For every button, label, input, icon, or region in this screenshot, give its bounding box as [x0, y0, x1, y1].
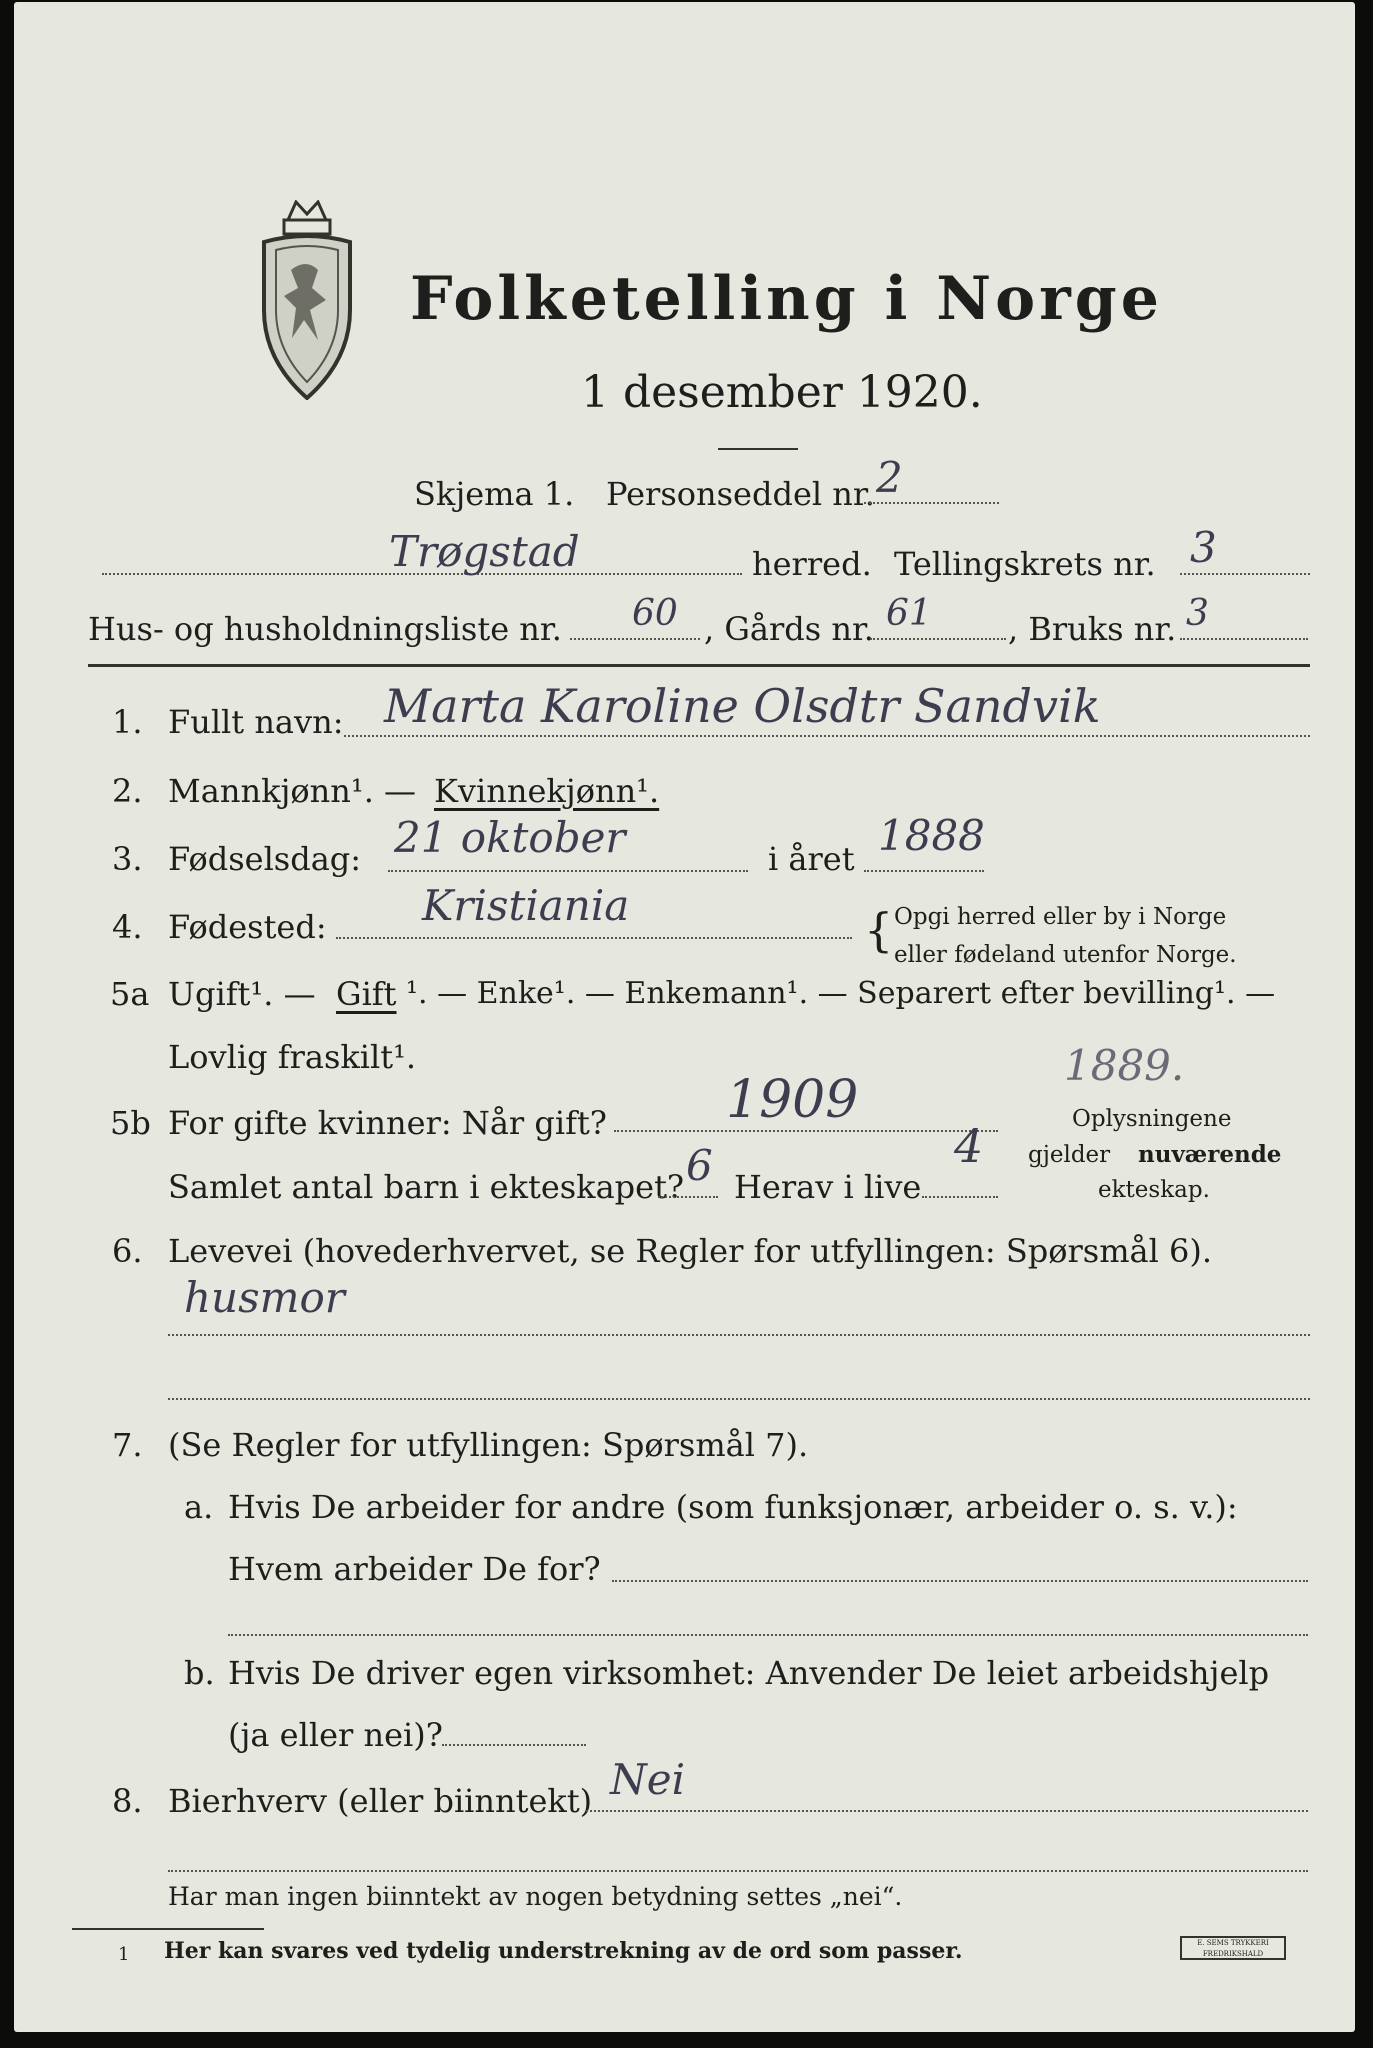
- q1-label: Fullt navn:: [168, 703, 344, 741]
- q8-number: 8.: [112, 1782, 143, 1820]
- q5b-married-line: [614, 1130, 998, 1132]
- q3-number: 3.: [112, 840, 143, 878]
- q7a-line-2: [228, 1634, 1308, 1636]
- q3-value: 21 oktober: [394, 813, 626, 862]
- q5b-note-1: Oplysningene: [1072, 1106, 1232, 1132]
- q5a-fraskilt: Lovlig fraskilt¹.: [168, 1038, 417, 1076]
- husliste-line: [570, 638, 700, 640]
- q4-label: Fødested:: [168, 908, 327, 946]
- tellingskrets-value: 3: [1190, 523, 1217, 572]
- q7a-text: Hvis De arbeider for andre (som funksjonær, arbeider o. s. v.):: [228, 1488, 1238, 1526]
- q5b-alive-label: Herav i live: [734, 1168, 922, 1206]
- q5b-alive-line: [922, 1196, 998, 1198]
- q7b-line: [442, 1744, 586, 1746]
- q5b-married-label: For gifte kvinner: Når gift?: [168, 1104, 607, 1142]
- q8-label: Bierhverv (eller biinntekt): [168, 1782, 593, 1820]
- q7-number: 7.: [112, 1426, 143, 1464]
- coat-of-arms-icon: [246, 200, 368, 400]
- gards-value: 61: [886, 593, 932, 634]
- q8-line-2: [168, 1870, 1308, 1872]
- q6-value: husmor: [184, 1273, 345, 1322]
- footnote-text: Her kan svares ved tydelig understrekning av de ord som passer.: [164, 1938, 963, 1964]
- q7b-text: Hvis De driver egen virksomhet: Anvender De leiet arbeidshjelp: [228, 1654, 1270, 1692]
- q5b-note-2a: gjelder: [1028, 1142, 1111, 1168]
- q3-line: [388, 870, 748, 872]
- q1-value: Marta Karoline Olsdtr Sandvik: [384, 679, 1101, 733]
- q5b-note-3: ekteskap.: [1098, 1177, 1210, 1203]
- q8-value: Nei: [610, 1755, 686, 1804]
- q7b-letter: b.: [184, 1654, 215, 1692]
- q4-note-2: eller fødeland utenfor Norge.: [894, 942, 1237, 968]
- bruks-line: [1180, 638, 1308, 640]
- q2-female: Kvinnekjønn¹.: [434, 772, 660, 810]
- q3-year-value: 1888: [878, 811, 985, 860]
- census-form: [14, 2, 1355, 2032]
- q4-line: [336, 937, 852, 939]
- footer-note: Har man ingen biinntekt av nogen betydning settes „nei“.: [168, 1882, 903, 1911]
- q5b-number: 5b: [110, 1104, 151, 1142]
- q7b-question: (ja eller nei)?: [228, 1716, 443, 1754]
- form-title: Folketelling i Norge: [410, 264, 1163, 334]
- husliste-label: Hus- og husholdningsliste nr.: [88, 610, 562, 648]
- q7-label: (Se Regler for utfyllingen: Spørsmål 7).: [168, 1426, 809, 1464]
- q5b-married-value: 1909: [726, 1070, 859, 1130]
- q5a-number: 5a: [110, 975, 150, 1013]
- footnote-mark: 1: [118, 1944, 130, 1965]
- q4-bracket: {: [864, 903, 894, 957]
- q7a-letter: a.: [184, 1488, 214, 1526]
- q1-line: [344, 735, 1310, 737]
- printer-stamp: E. SEMS TRYKKERI FREDRIKSHALD: [1180, 1936, 1286, 1960]
- q5b-children-label: Samlet antal barn i ekteskapet?: [168, 1168, 685, 1206]
- herred-value: Trøgstad: [389, 527, 580, 576]
- q2-male: Mannkjønn¹. —: [168, 772, 417, 810]
- q6-number: 6.: [112, 1232, 143, 1270]
- tellingskrets-label: Tellingskrets nr.: [894, 545, 1156, 583]
- tellingskrets-line: [1180, 573, 1310, 575]
- q5b-note-2b: nuværende: [1138, 1141, 1282, 1168]
- q6-label: Levevei (hovederhvervet, se Regler for utfyllingen: Spørsmål 6).: [168, 1232, 1213, 1270]
- q7a-line-1: [612, 1580, 1308, 1582]
- q6-line-1: [168, 1334, 1310, 1336]
- bruks-value: 3: [1186, 593, 1209, 634]
- husliste-value: 60: [632, 593, 678, 634]
- q5a-gift: Gift: [336, 975, 397, 1013]
- census-date: 1 desember 1920.: [581, 367, 983, 418]
- q5b-alive-value: 4: [954, 1119, 984, 1173]
- q2-number: 2.: [112, 772, 143, 810]
- title-rule: [718, 448, 798, 450]
- q4-value: Kristiania: [422, 881, 630, 930]
- q3-year-label: i året: [768, 840, 855, 878]
- personseddel-value: 2: [876, 453, 903, 502]
- header-divider: [88, 664, 1310, 667]
- footnote-rule: [72, 1928, 264, 1930]
- gards-label: , Gårds nr.: [704, 610, 874, 648]
- q5a-rest: ¹. — Enke¹. — Enkemann¹. — Separert efter bevilling¹. —: [406, 976, 1276, 1011]
- q1-number: 1.: [112, 703, 143, 741]
- q5a-ugift: Ugift¹. —: [168, 975, 316, 1013]
- q5b-margin-year: 1889.: [1064, 1041, 1185, 1090]
- skjema-label: Skjema 1.: [414, 475, 575, 513]
- q3-year-line: [864, 870, 984, 872]
- q4-note-1: Opgi herred eller by i Norge: [894, 904, 1227, 930]
- q5b-children-value: 6: [686, 1141, 713, 1190]
- personseddel-label: Personseddel nr.: [606, 475, 875, 513]
- q6-line-2: [168, 1398, 1310, 1400]
- q3-label: Fødselsdag:: [168, 840, 362, 878]
- q7a-question: Hvem arbeider De for?: [228, 1550, 601, 1588]
- herred-label: herred.: [752, 545, 872, 583]
- q4-number: 4.: [112, 908, 143, 946]
- gards-line: [870, 638, 1006, 640]
- bruks-label: , Bruks nr.: [1008, 610, 1177, 648]
- personseddel-line: [864, 502, 999, 504]
- q5b-children-line: [658, 1196, 718, 1198]
- q8-line-1: [586, 1810, 1308, 1812]
